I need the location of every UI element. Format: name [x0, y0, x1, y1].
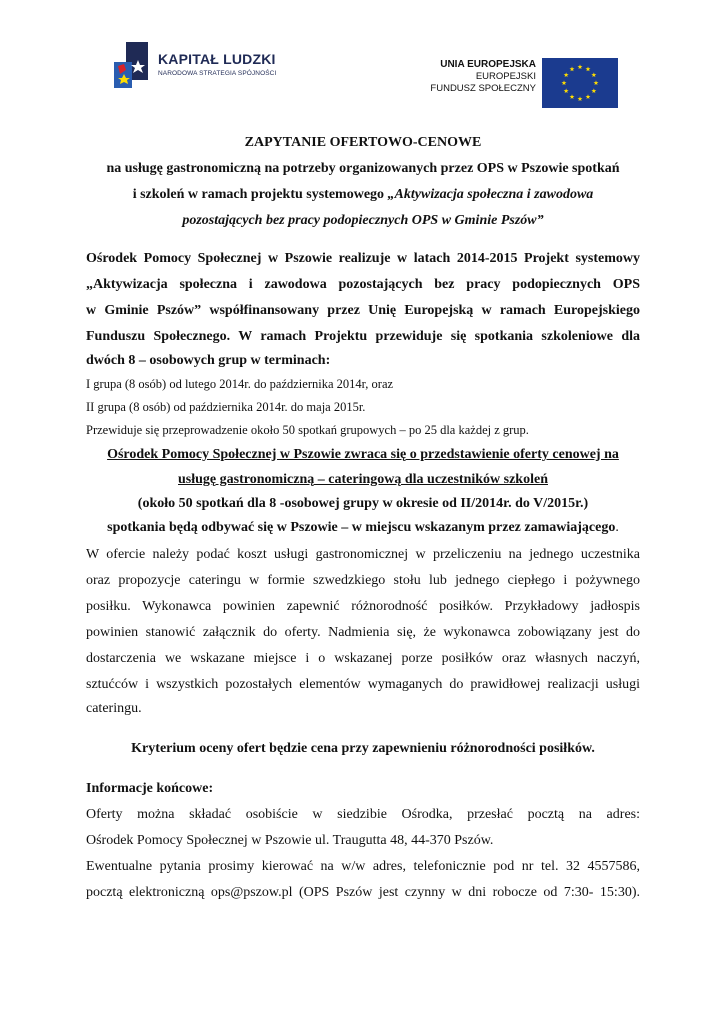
eu-flag-icon [542, 58, 618, 108]
title-line-4: pozostających bez pracy podopiecznych OPS w Gminie Pszów” [182, 213, 544, 228]
title-line-3 [86, 186, 640, 204]
offer-line-5: dostarczenia we wskazane miejsce i o wskazanej porze posiłków oraz własnych naczyń, [86, 651, 640, 666]
meetings-count: Przewiduje się przeprowadzenie około 50 spotkań grupowych – po 25 dla każdej z grup. [86, 423, 529, 437]
request-line-4 [86, 519, 640, 537]
eu-logo-text [430, 58, 536, 95]
eu-logo-line2: EUROPEJSKI [475, 71, 536, 82]
title-line-3-plain: i szkoleń w ramach projektu systemowego [132, 187, 388, 202]
offer-line-3: posiłku. Wykonawca powinien zapewnić różnorodność posiłków. Przykładowy jadłospis [86, 599, 640, 614]
request-line-4-end: . [615, 520, 619, 535]
offer-line-6: sztućców i wszystkich pozostałych elementów wymaganych do prawidłowej realizacji usługi [86, 677, 640, 692]
eu-logo-line3: FUNDUSZ SPOŁECZNY [430, 83, 536, 94]
offer-line-4: powinien stanowić załącznik do oferty. Nadmienia się, że wykonawca zobowiązany jest do [86, 625, 640, 640]
final-line-2: Ośrodek Pomocy Społecznej w Pszowie ul. Traugutta 48, 44-370 Pszów. [86, 833, 494, 848]
kapital-ludzki-subtitle: NARODOWA STRATEGIA SPÓJNOŚCI [158, 70, 277, 77]
group-1: I grupa (8 osób) od lutego 2014r. do października 2014r, oraz [86, 377, 394, 391]
kapital-ludzki-logo-icon [112, 40, 154, 90]
offer-line-2: oraz propozycje cateringu w formie szwedzkiego stołu lub jednego ciepłego i pożywnego [86, 573, 640, 588]
title-line-2: na usługę gastronomiczną na potrzeby organizowanych przez OPS w Pszowie spotkań [106, 161, 620, 176]
eu-logo [418, 54, 618, 110]
intro-line-1: Ośrodek Pomocy Społecznej w Pszowie realizuje w latach 2014-2015 Projekt systemowy [86, 251, 640, 266]
intro-line-3: w Gminie Pszów” współfinansowany przez Unię Europejską w ramach Europejskiego [86, 303, 640, 318]
request-line-3: (około 50 spotkań dla 8 -osobowej grupy w okresie od II/2014r. do V/2015r.) [137, 496, 589, 511]
final-line-4: pocztą elektroniczną ops@pszow.pl (OPS Pszów jest czynny w dni robocze od 7:30- 15:30). [86, 885, 640, 900]
request-line-1: Ośrodek Pomocy Społecznej w Pszowie zwraca się o przedstawienie oferty cenowej na [107, 447, 619, 462]
kapital-ludzki-title: KAPITAŁ LUDZKI [158, 51, 276, 67]
final-line-1: Oferty można składać osobiście w siedzibie Ośrodka, przesłać pocztą na adres: [86, 807, 640, 822]
final-heading: Informacje końcowe: [86, 781, 214, 796]
request-line-4-text: spotkania będą odbywać się w Pszowie – w miejscu wskazanym przez zamawiającego [107, 520, 616, 535]
eu-logo-line1: UNIA EUROPEJSKA [440, 59, 536, 70]
offer-line-7: cateringu. [86, 701, 142, 716]
intro-line-2: „Aktywizacja społeczna i zawodowa pozostających bez pracy podopiecznych OPS [86, 277, 640, 292]
offer-line-1: W ofercie należy podać koszt usługi gastronomicznej w przeliczeniu na jednego uczestnika [86, 547, 640, 562]
group-2: II grupa (8 osób) od października 2014r. do maja 2015r. [86, 400, 366, 414]
final-line-3: Ewentualne pytania prosimy kierować na w/w adres, telefonicznie pod nr tel. 32 4557586, [86, 859, 640, 874]
kapital-ludzki-logo [112, 40, 292, 96]
request-line-2: usługę gastronomiczną – cateringową dla uczestników szkoleń [178, 472, 548, 487]
intro-line-4: Funduszu Społecznego. W ramach Projektu przewiduje się spotkania szkoleniowe dla [86, 329, 640, 344]
title-line-3-italic: „Aktywizacja społeczna i zawodowa [387, 187, 594, 202]
criterion: Kryterium oceny ofert będzie cena przy zapewnieniu różnorodności posiłków. [131, 741, 595, 756]
document-title: ZAPYTANIE OFERTOWO-CENOWE [244, 135, 482, 150]
intro-line-5: dwóch 8 – osobowych grup w terminach: [86, 353, 331, 368]
